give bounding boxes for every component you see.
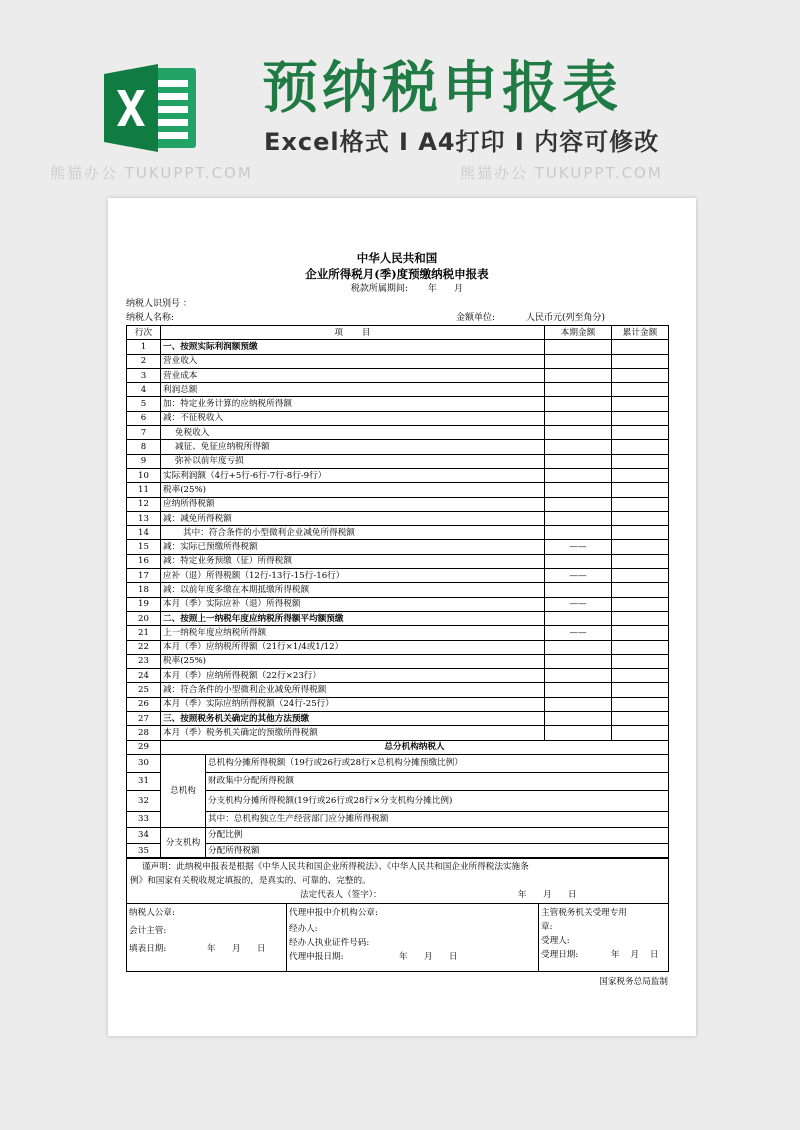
row-number: 25 [127,683,161,697]
row-number: 2 [127,354,161,368]
amount-unit-value: 人民币元(列至角分) [526,313,606,323]
row-item: 分支机构分摊所得税额(19行或26行或28行×分支机构分摊比例) [206,790,669,811]
row-item: 其中：总机构独立生产经营部门应分摊所得税额 [206,811,669,827]
row-number: 6 [127,411,161,425]
row-number: 29 [127,740,161,754]
current-amount-cell[interactable] [545,554,612,568]
cumulative-amount-cell[interactable] [612,540,669,554]
cumulative-amount-cell[interactable] [612,611,669,625]
row-number: 12 [127,497,161,511]
table-row [127,383,669,397]
row-item: 加：特定业务计算的应纳税所得额 [161,397,545,411]
current-amount-cell[interactable] [545,511,612,525]
current-amount-cell[interactable]: —— [545,540,612,554]
row-item: 应补（退）所得税额（12行-13行-15行-16行） [161,569,545,583]
cumulative-amount-cell[interactable] [612,383,669,397]
row-number: 33 [127,811,161,827]
row-item: 财政集中分配所得税额 [206,772,669,790]
current-amount-cell[interactable] [545,654,612,668]
current-amount-cell[interactable]: —— [545,626,612,640]
tax-office-cell [539,904,669,972]
row-item: 减：实际已预缴所得税额 [161,540,545,554]
cumulative-amount-cell[interactable] [612,669,669,683]
table-row [127,740,669,754]
cumulative-amount-cell[interactable] [612,654,669,668]
row-number: 22 [127,640,161,654]
table-row [127,440,669,454]
current-amount-cell[interactable] [545,368,612,382]
tax-form [126,250,668,989]
cumulative-amount-cell[interactable] [612,569,669,583]
table-row [127,790,669,811]
table-row [127,754,669,772]
table-row [127,712,669,726]
excel-icon [100,58,200,158]
table-row [127,640,669,654]
table-row [127,497,669,511]
row-item: 减：不征税收入 [161,411,545,425]
current-amount-cell[interactable] [545,483,612,497]
row-item: 利润总额 [161,383,545,397]
cumulative-amount-cell[interactable] [612,683,669,697]
table-row [127,411,669,425]
fill-date-label: 填表日期: [129,944,167,955]
cumulative-amount-cell[interactable] [612,597,669,611]
page-header [0,0,800,200]
current-amount-cell[interactable] [545,669,612,683]
row-number: 34 [127,827,161,843]
declaration-text: 谨声明：此纳税申报表是根据《中华人民共和国企业所得税法》、《中华人民共和国企业所得税法实施条 [142,862,529,873]
row-number: 30 [127,754,161,772]
table-row [127,483,669,497]
cumulative-amount-cell[interactable] [612,726,669,740]
row-item: 总机构分摊所得税额（19行或26行或28行×总机构分摊预缴比例） [206,754,669,772]
cumulative-amount-cell[interactable] [612,340,669,354]
table-row [127,569,669,583]
amount-unit-label: 金额单位: [456,313,496,323]
current-amount-cell[interactable] [545,354,612,368]
fill-date-ymd: 年 月 日 [207,944,266,955]
legal-rep-date: 年 月 日 [518,890,577,901]
cumulative-amount-cell[interactable] [612,354,669,368]
row-number: 15 [127,540,161,554]
row-item: 总分机构纳税人 [161,740,669,754]
row-item: 税率(25%) [161,654,545,668]
taxpayer-id-label: 纳税人识别号 ： [126,299,192,309]
row-number: 1 [127,340,161,354]
row-number: 10 [127,468,161,482]
page-subtitle: Excel格式 I A4打印 I 内容可修改 [264,128,660,156]
tax-period: 税款所属期间: 年 月 [350,284,464,294]
table-row [127,843,669,857]
table-row [127,554,669,568]
cumulative-amount-cell[interactable] [612,454,669,468]
row-item: 减：特定业务预缴（征）所得税额 [161,554,545,568]
row-number: 8 [127,440,161,454]
current-amount-cell[interactable]: —— [545,597,612,611]
branch-office-label: 分支机构 [161,827,206,857]
row-item: 减：以前年度多缴在本期抵缴所得税额 [161,583,545,597]
row-number: 27 [127,712,161,726]
row-number: 9 [127,454,161,468]
row-item: 本月（季）应纳所得税额（22行×23行） [161,669,545,683]
cumulative-amount-cell[interactable] [612,626,669,640]
row-number: 31 [127,772,161,790]
tax-office-label: 主管税务机关受理专用 [541,908,627,919]
cumulative-amount-cell[interactable] [612,368,669,382]
signature-table [126,858,669,972]
row-item: 应纳所得税额 [161,497,545,511]
table-row [127,726,669,740]
receive-date-ymd: 年 月 日 [611,950,659,961]
row-number: 17 [127,569,161,583]
current-amount-cell[interactable] [545,426,612,440]
cumulative-amount-cell[interactable] [612,526,669,540]
current-amount-cell[interactable] [545,397,612,411]
current-amount-cell[interactable] [545,526,612,540]
declaration-table [126,325,669,858]
table-row [127,526,669,540]
col-header-item: 项 目 [161,326,545,340]
receiver-label: 受理人: [541,936,570,947]
current-amount-cell[interactable] [545,383,612,397]
table-row [127,397,669,411]
cumulative-amount-cell[interactable] [612,640,669,654]
agency-date-ymd: 年 月 日 [399,952,458,963]
table-row [127,626,669,640]
cumulative-amount-cell[interactable] [612,440,669,454]
supervisor-footer: 国家税务总局监制 [599,977,668,988]
cumulative-amount-cell[interactable] [612,483,669,497]
current-amount-cell[interactable] [545,697,612,711]
row-item: 分配比例 [206,827,669,843]
taxpayer-seal-label: 纳税人公章: [129,908,175,919]
row-item: 上一纳税年度应纳税所得额 [161,626,545,640]
form-sheet [108,198,696,1036]
row-item: 三、按照税务机关确定的其他方法预缴 [161,712,545,726]
cumulative-amount-cell[interactable] [612,583,669,597]
row-item: 实际利润额（4行+5行-6行-7行-8行-9行） [161,468,545,482]
form-title-country: 中华人民共和国 [356,251,438,265]
row-number: 14 [127,526,161,540]
table-header-row [127,326,669,340]
cumulative-amount-cell[interactable] [612,712,669,726]
head-office-label: 总机构 [161,754,206,827]
watermark: 熊猫办公 TUKUPPT.COM [50,164,253,182]
table-row [127,683,669,697]
row-item: 本月（季）实际应补（退）所得税额 [161,597,545,611]
current-amount-cell[interactable] [545,611,612,625]
row-number: 23 [127,654,161,668]
row-number: 11 [127,483,161,497]
row-item: 减征、免征应纳税所得额 [161,440,545,454]
table-row [127,354,669,368]
row-number: 3 [127,368,161,382]
row-number: 28 [127,726,161,740]
table-row [127,454,669,468]
row-number: 21 [127,626,161,640]
current-amount-cell[interactable] [545,468,612,482]
cumulative-amount-cell[interactable] [612,511,669,525]
row-number: 16 [127,554,161,568]
table-row [127,540,669,554]
row-number: 26 [127,697,161,711]
table-row [127,340,669,354]
current-amount-cell[interactable] [545,583,612,597]
row-item: 减：符合条件的小型微利企业减免所得税额 [161,683,545,697]
receive-date-label: 受理日期: [541,950,579,961]
page-title: 预纳税申报表 [262,56,622,121]
tax-office-label-2: 章: [541,922,553,933]
col-header-current: 本期金额 [545,326,612,340]
row-item: 税率(25%) [161,483,545,497]
row-number: 4 [127,383,161,397]
table-row [127,811,669,827]
table-row [127,654,669,668]
row-item: 本月（季）应纳税所得额（21行×1/4或1/12） [161,640,545,654]
row-item: 减：减免所得税额 [161,511,545,525]
legal-rep-label: 法定代表人（签字）： [300,890,382,901]
agency-seal-label: 代理申报中介机构公章: [289,908,378,919]
table-row [127,597,669,611]
current-amount-cell[interactable] [545,411,612,425]
row-number: 5 [127,397,161,411]
cumulative-amount-cell[interactable] [612,411,669,425]
current-amount-cell[interactable] [545,454,612,468]
cumulative-amount-cell[interactable] [612,497,669,511]
table-row [127,827,669,843]
row-item: 其中：符合条件的小型微利企业减免所得税额 [161,526,545,540]
cumulative-amount-cell[interactable] [612,697,669,711]
current-amount-cell[interactable] [545,497,612,511]
taxpayer-sign-cell [127,904,287,972]
row-number: 7 [127,426,161,440]
agency-sign-cell [287,904,539,972]
row-item: 本月（季）实际应纳所得税额（24行-25行） [161,697,545,711]
col-header-cumulative: 累计金额 [612,326,669,340]
row-number: 13 [127,511,161,525]
declaration-text: 例》和国家有关税收规定填报的，是真实的、可靠的、完整的。 [130,876,371,887]
table-row [127,511,669,525]
current-amount-cell[interactable] [545,712,612,726]
taxpayer-name-label: 纳税人名称: [126,313,175,323]
cumulative-amount-cell[interactable] [612,397,669,411]
table-row [127,368,669,382]
form-title-main: 企业所得税月(季)度预缴纳税申报表 [305,267,489,281]
declaration-cell [127,859,669,904]
table-row [127,697,669,711]
current-amount-cell[interactable]: —— [545,569,612,583]
row-item: 营业成本 [161,368,545,382]
accountant-label: 会计主管: [129,926,167,937]
table-row [127,611,669,625]
row-item: 营业收入 [161,354,545,368]
row-number: 24 [127,669,161,683]
row-item: 一、按照实际利润额预缴 [161,340,545,354]
row-item: 免税收入 [161,426,545,440]
table-row [127,426,669,440]
row-number: 32 [127,790,161,811]
row-item: 二、按照上一纳税年度应纳税所得额平均额预缴 [161,611,545,625]
col-header-row-no: 行次 [127,326,161,340]
row-item: 弥补以前年度亏损 [161,454,545,468]
table-row [127,772,669,790]
current-amount-cell[interactable] [545,726,612,740]
row-item: 分配所得税额 [206,843,669,857]
row-number: 35 [127,843,161,857]
agency-date-label: 代理申报日期: [289,952,344,963]
table-row [127,583,669,597]
table-row [127,669,669,683]
cumulative-amount-cell[interactable] [612,554,669,568]
current-amount-cell[interactable] [545,683,612,697]
watermark: 熊猫办公 TUKUPPT.COM [460,164,663,182]
handler-cert-label: 经办人执业证件号码: [289,938,370,949]
current-amount-cell[interactable] [545,640,612,654]
cumulative-amount-cell[interactable] [612,468,669,482]
row-number: 18 [127,583,161,597]
row-number: 19 [127,597,161,611]
table-row [127,468,669,482]
current-amount-cell[interactable] [545,440,612,454]
cumulative-amount-cell[interactable] [612,426,669,440]
row-number: 20 [127,611,161,625]
current-amount-cell[interactable] [545,340,612,354]
handler-label: 经办人: [289,924,318,935]
row-item: 本月（季）税务机关确定的预缴所得税额 [161,726,545,740]
